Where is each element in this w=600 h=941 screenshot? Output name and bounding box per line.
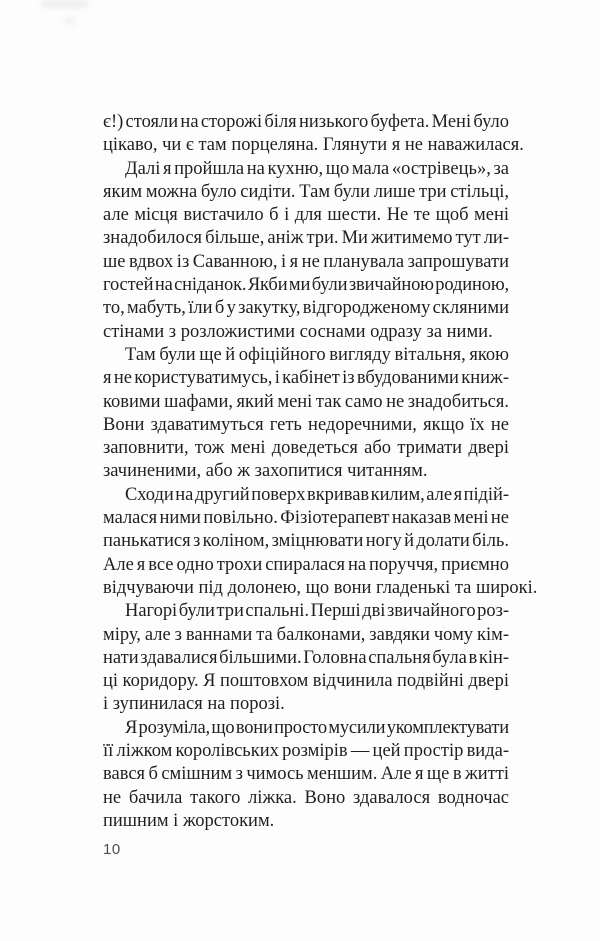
text-line: я не користуватимусь, і кабінет із вбудованими книж-	[103, 368, 509, 389]
text-line: ковими шафами, який мені так само не знадобиться.	[103, 391, 509, 412]
page-text	[103, 111, 538, 833]
text-line: відчуваючи під долонею, що вони гладенькі та широкі.	[103, 577, 538, 598]
text-line: Вони здаватимуться геть недоречними, якщо їх не	[103, 414, 509, 435]
page-number: 10	[103, 841, 121, 858]
paragraph	[103, 717, 509, 833]
paragraph	[103, 158, 509, 344]
text-line: заповнити, тож мені доведеться або тримати двері	[103, 438, 509, 459]
text-line: але місця вистачило б і для шести. Не те щоб мені	[103, 205, 509, 226]
text-line: її ліжком королівських розмірів — цей простір вида-	[103, 741, 509, 762]
text-line: Далі я пройшла на кухню, що мала «острівець», за	[125, 158, 509, 179]
text-line: яким можна було сидіти. Там були лише три стільці,	[103, 181, 509, 202]
text-line: не бачила такого ліжка. Воно здавалося водночас	[103, 787, 509, 808]
paragraph	[103, 111, 524, 158]
ink-bleed-artifact	[64, 17, 75, 25]
text-line: вався б смішним з чимось меншим. Але я ще в житті	[103, 764, 509, 785]
paragraph	[103, 484, 538, 600]
text-line: Але я все одно трохи спиралася на поруччя, приємно	[103, 554, 509, 575]
paragraph	[103, 344, 509, 484]
text-line: цікаво, чи є там порцеляна. Глянути я не наважилася.	[103, 135, 524, 156]
text-line: знадобилося більше, аніж три. Ми житимемо тут ли-	[103, 228, 509, 249]
text-line: є!) стояли на сторожі біля низького буфета. Мені було	[103, 112, 509, 132]
text-line: Я розуміла, що вони просто мусили укомплектувати	[125, 717, 509, 738]
text-line: ці коридору. Я поштовхом відчинила подвійні двері	[103, 671, 509, 692]
text-line: зачиненими, або ж захопитися читанням.	[103, 461, 428, 482]
text-line: міру, але з ваннами та балконами, завдяки чому кім-	[103, 624, 509, 645]
text-line: малася ними повільно. Фізіотерапевт наказав мені не	[103, 508, 509, 529]
text-line: панькатися з коліном, зміцнювати ногу й долати біль.	[103, 531, 509, 552]
text-line: Там були ще й офіційного вигляду вітальня, якою	[125, 344, 509, 365]
text-line: гостей на сніданок. Якби ми були звичайною родиною,	[103, 275, 509, 296]
text-line: Нагорі були три спальні. Перші дві звичайного роз-	[125, 601, 509, 622]
text-line: то, мабуть, їли б у закутку, відгородженому скляними	[103, 298, 509, 319]
text-line: ше вдвох із Саванною, і я не планувала запрошувати	[103, 251, 509, 272]
text-line: нати здавалися більшими. Головна спальня була в кін-	[103, 647, 509, 668]
text-line: стінами з розложистими соснами одразу за ними.	[103, 321, 493, 342]
text-line: Сходи на другий поверх вкривав килим, але я підій-	[125, 484, 509, 505]
ink-bleed-artifact	[42, 0, 88, 8]
paragraph	[103, 600, 509, 716]
text-line: і зупинилася на порозі.	[103, 694, 285, 715]
text-line: пишним і жорстоким.	[103, 810, 275, 831]
